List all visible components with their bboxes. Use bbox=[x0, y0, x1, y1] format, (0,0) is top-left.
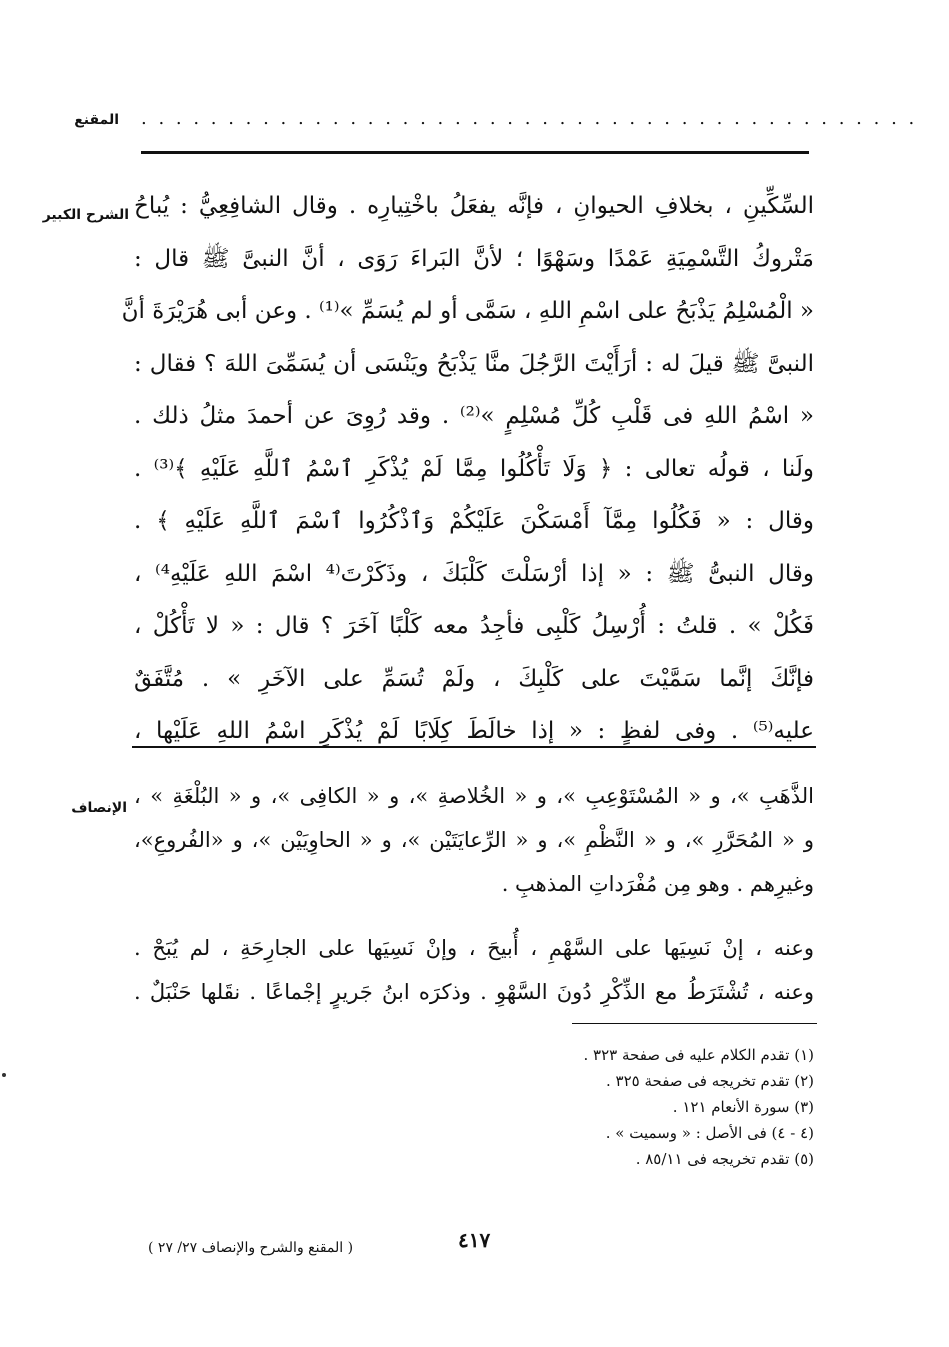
side-label-insaf: الإنصاف bbox=[71, 800, 127, 816]
section-divider bbox=[132, 746, 816, 748]
footnotes bbox=[354, 1042, 814, 1172]
footnote-rule bbox=[572, 1023, 817, 1024]
text-line: « اسْمُ اللهِ فى قَلْبِ كُلِّ مُسْلِمٍ »⁽²⁾ . وقد رُوِىَ عن أحمدَ مثلُ ذلك . bbox=[134, 403, 814, 429]
text-line: السِّكِّينِ ، بخلافِ الحيوانِ ، فإنَّه يفعَلُ باخْتِيارِه . وقال الشافِعِيُّ : يُباحُ bbox=[134, 193, 814, 219]
text-line: الذَّهَبِ »، و « المُسْتَوْعِبِ »، و « الخُلاصةِ »، و « الكافِى »، و « البُلْغَةِ » ، bbox=[134, 784, 814, 808]
header-dots: . . . . . . . . . . . . . . . . . . . . . . . . . . . . . . . . . . . . . . . . . . . . . bbox=[141, 108, 918, 129]
side-label-sharh: الشرح الكبير bbox=[42, 207, 129, 223]
text-line: وعنه ، تُشْتَرَطُ مع الذِّكْرِ دُونَ السَّهْوِ . وذكرَه ابنُ جَريرٍ إجْماعًا . نقَلها حَنْبَلٌ . bbox=[134, 980, 814, 1004]
text-line: ولَنا ، قولُه تعالى : ﴿ وَلَا تَأْكُلُوا مِمَّا لَمْ يُذْكَرِ ٱسْمُ ٱللَّهِ عَلَيْهِ ﴾⁽³⁾ . bbox=[134, 455, 814, 482]
scan-speck bbox=[2, 1073, 6, 1077]
page-number: ٤١٧ bbox=[458, 1228, 491, 1252]
footnote: (٥) تقدم تخريجه فى ٨٥/١١ . bbox=[635, 1150, 814, 1168]
text-line: وقال النبىُّ ﷺ : « إذا أرْسَلْتَ كَلْبَكَ ، وذَكَرْتَ⁽⁴ اسْمَ اللهِ عَلَيْهِ⁴⁾ ، bbox=[134, 560, 814, 587]
insaf-text-2 bbox=[134, 926, 814, 1014]
text-line: فَكُلْ » . قلتُ : أُرْسِلُ كَلْبِى فأجِدُ معه كَلْبًا آخَرَ ؟ قال : « لا تَأْكُلْ ، bbox=[134, 613, 814, 639]
text-line: مَتْروكُ التَّسْمِيَةِ عَمْدًا وسَهْوًا ؛ لأنَّ البَراءَ رَوَى ، أنَّ النبىَّ ﷺ قال : bbox=[134, 245, 814, 272]
footnote: (٢) تقدم تخريجه فى صفحة ٣٢٥ . bbox=[605, 1072, 814, 1090]
text-line: النبىَّ ﷺ قيلَ له : أرَأَيْتَ الرَّجُلَ منَّا يَذْبَحُ ويَنْسَى أن يُسَمِّىَ اللهَ ؟ فقال : bbox=[134, 350, 814, 377]
text-line: وقال : « فَكُلُوا مِمَّآ أَمْسَكْنَ عَلَيْكُمْ وَٱذْكُرُوا ٱسْمَ ٱللَّهِ عَلَيْهِ ﴾ . bbox=[134, 508, 814, 534]
header-rule bbox=[141, 151, 809, 154]
header-title: المقنع bbox=[74, 112, 119, 128]
insaf-text bbox=[134, 774, 814, 906]
text-line: و « المُحَرَّرِ »، و « النَّظْمِ »، و « الرِّعايَتَيْن »، و « الحاوِيَيْن »، و «الفُروعِ»، bbox=[134, 828, 814, 852]
text-line: « الْمُسْلِمُ يَذْبَحُ على اسْمِ اللهِ ، سَمَّى أو لم يُسَمِّ »⁽¹⁾ . وعن أبى هُرَيْرَةَ أنَّ bbox=[121, 298, 814, 324]
footnote: (١) تقدم الكلام عليه فى صفحة ٣٢٣ . bbox=[583, 1046, 814, 1064]
text-line: فإنَّكَ إنَّما سَمَّيْتَ على كَلْبِكَ ، ولَمْ تُسَمِّ على الآخَرِ » . مُتَّفَقٌ bbox=[134, 665, 814, 692]
footer-source: ( المقنع والشرح والإنصاف ٢٧/ ٢٧ ) bbox=[148, 1240, 354, 1256]
sharh-text bbox=[121, 180, 814, 758]
text-line: عليه⁽⁵⁾ . وفى لفظٍ : « إذا خالَطَ كِلَابًا لَمْ يُذْكَرِ اسْمُ اللهِ عَلَيْها ، bbox=[134, 718, 814, 744]
text-line: وعنه ، إنْ نَسِيَها على السَّهْمِ ، أُبيحَ ، وإنْ نَسِيَها على الجارِحَةِ ، لم يُبَحْ . bbox=[134, 936, 814, 960]
footnote: (٤ - ٤) فى الأصل : « وسميت » . bbox=[605, 1124, 814, 1142]
footnote: (٣) سورة الأنعام ١٢١ . bbox=[672, 1098, 814, 1116]
text-line: وغيرِهم . وهو مِن مُفْرَداتِ المذهبِ . bbox=[501, 872, 814, 896]
